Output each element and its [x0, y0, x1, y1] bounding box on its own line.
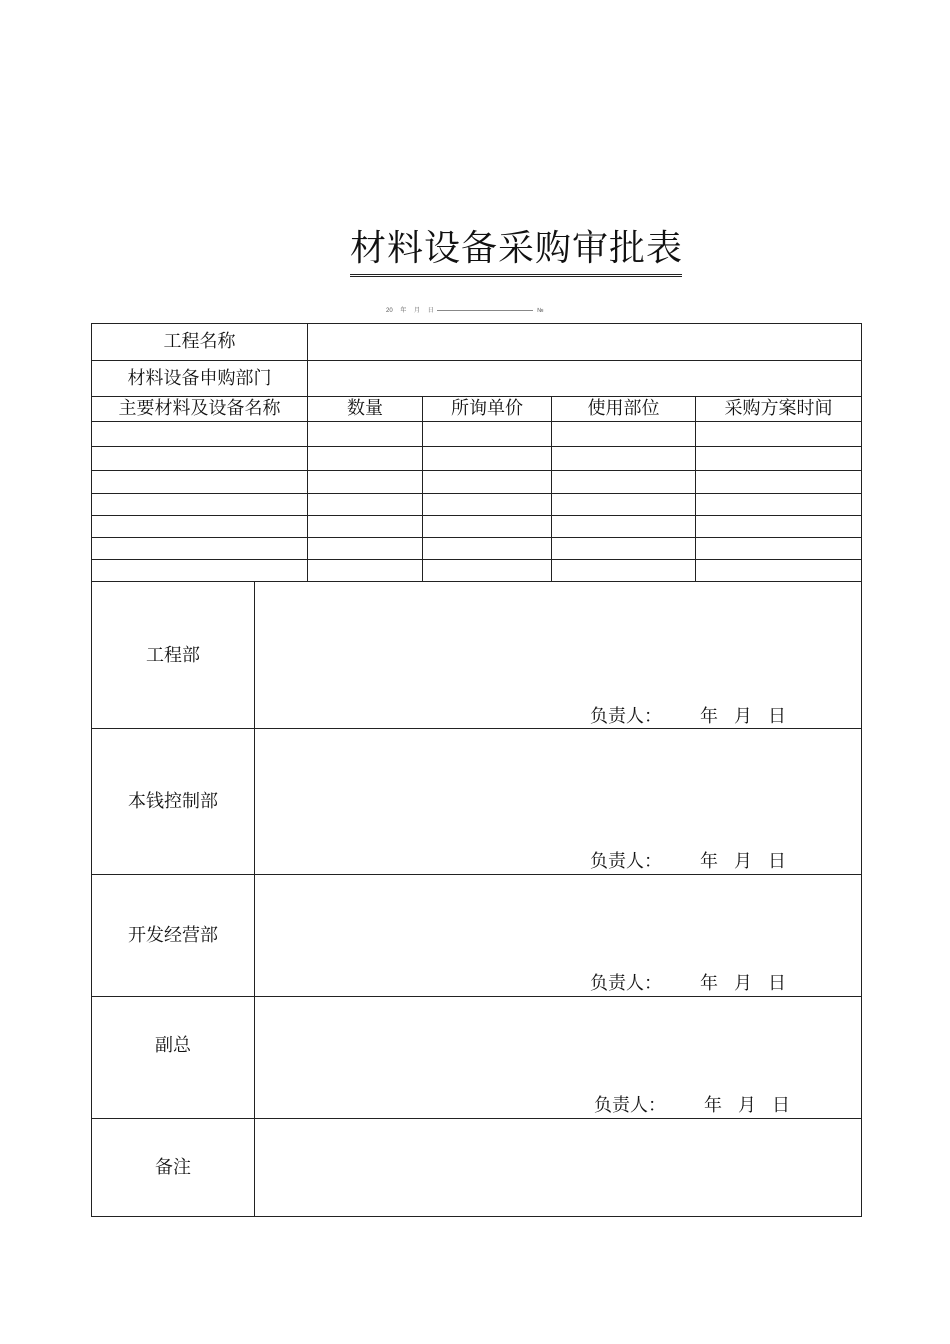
header-material-name: 主要材料及设备名称 — [118, 398, 281, 419]
remarks-label: 备注 — [155, 1157, 191, 1178]
sign-month: 月 — [734, 706, 752, 727]
requesting-dept-label: 材料设备申购部门 — [127, 368, 272, 389]
approval-dept-vice-president: 副总 — [155, 1035, 191, 1056]
signer-label: 负责人： — [590, 851, 662, 872]
sign-month: 月 — [734, 973, 752, 994]
column-line — [422, 396, 423, 582]
sign-day: 日 — [768, 706, 786, 727]
date-day: 日 — [427, 308, 434, 314]
signer-label: 负责人： — [594, 1095, 666, 1116]
date-number-line — [386, 305, 544, 314]
approval-opinion-vice-president[interactable] — [255, 997, 861, 1118]
column-line — [695, 396, 696, 582]
signer-label: 负责人： — [590, 973, 662, 994]
row-line — [91, 396, 862, 397]
row-line — [91, 559, 862, 560]
header-quantity: 数量 — [347, 398, 383, 419]
sign-year: 年 — [700, 851, 718, 872]
row-line — [91, 470, 862, 471]
row-line — [91, 446, 862, 447]
table-border-right — [861, 323, 862, 1217]
column-line — [551, 396, 552, 582]
number-mark: № — [537, 308, 544, 314]
number-underline — [437, 310, 533, 311]
sign-month: 月 — [734, 851, 752, 872]
sign-day: 日 — [772, 1095, 790, 1116]
row-line — [91, 515, 862, 516]
row-line — [91, 537, 862, 538]
date-year-prefix: 20 — [386, 308, 393, 314]
sign-year: 年 — [700, 706, 718, 727]
approval-dept-development: 开发经营部 — [128, 925, 218, 946]
sign-month: 月 — [738, 1095, 756, 1116]
header-procurement-time: 采购方案时间 — [724, 398, 833, 419]
date-month: 月 — [414, 308, 421, 314]
sign-year: 年 — [704, 1095, 722, 1116]
row-line — [91, 493, 862, 494]
table-border-bottom — [91, 1216, 862, 1217]
header-unit-price: 所询单价 — [451, 398, 523, 419]
remarks-field[interactable] — [255, 1119, 861, 1216]
approval-dept-cost-control: 本钱控制部 — [128, 791, 218, 812]
table-border-left — [91, 323, 92, 1217]
signer-label: 负责人： — [590, 706, 662, 727]
project-name-label: 工程名称 — [163, 331, 236, 352]
project-name-field[interactable] — [308, 324, 861, 360]
sign-day: 日 — [768, 851, 786, 872]
approval-dept-engineering: 工程部 — [146, 645, 200, 666]
requesting-dept-field[interactable] — [308, 361, 861, 396]
sign-year: 年 — [700, 973, 718, 994]
page-title: 材料设备采购审批表 — [350, 228, 682, 277]
row-line — [91, 421, 862, 422]
date-year: 年 — [400, 308, 407, 314]
header-usage-location: 使用部位 — [587, 398, 660, 419]
sign-day: 日 — [768, 973, 786, 994]
